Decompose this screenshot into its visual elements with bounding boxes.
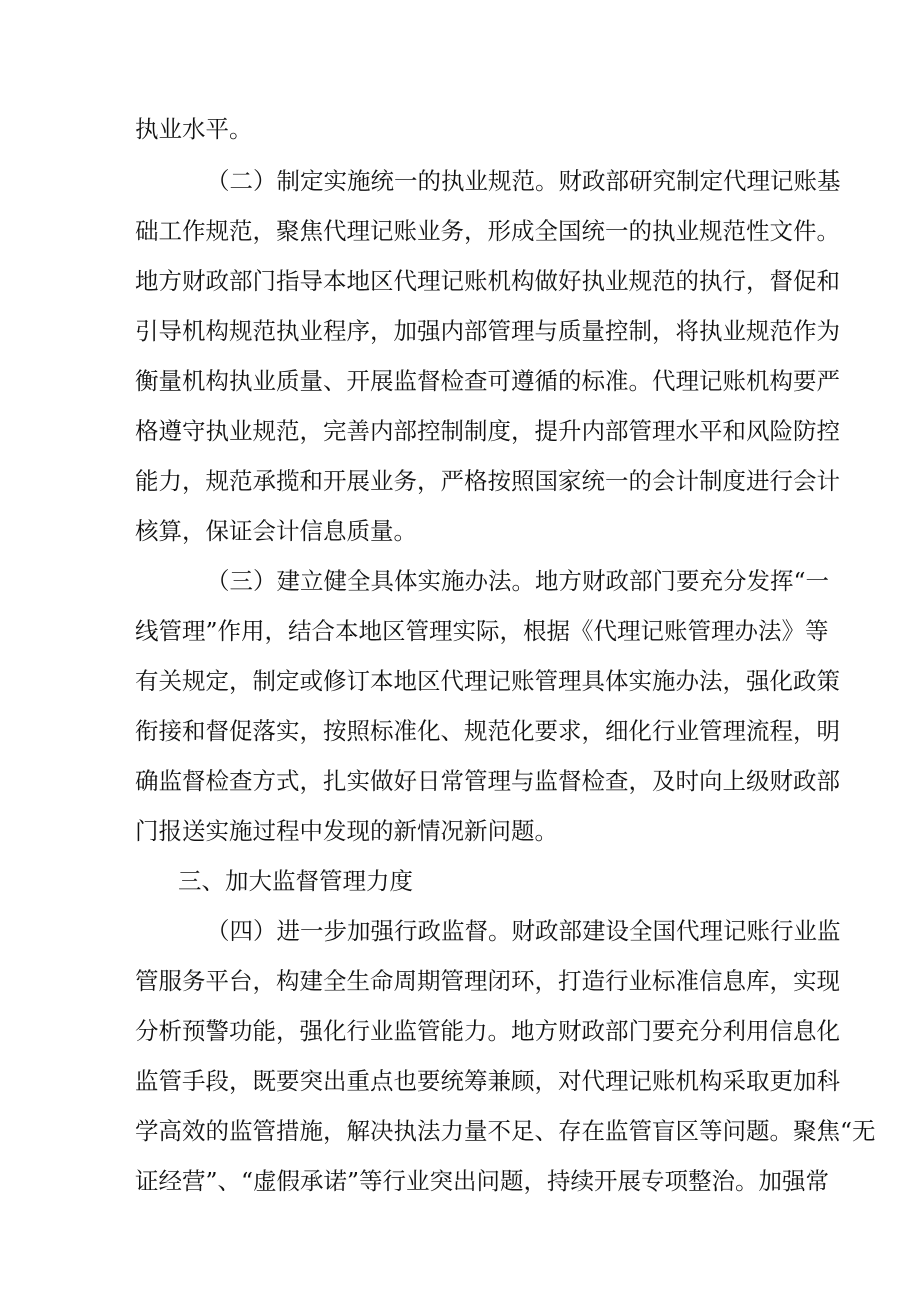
text-line-4: 地方财政部门指导本地区代理记账机构做好执业规范的执行，督促和 bbox=[135, 267, 840, 295]
text-line-17: （四）进一步加强行政监督。财政部建设全国代理记账行业监 bbox=[206, 917, 841, 945]
text-line-14: 确监督检查方式，扎实做好日常管理与监督检查，及时向上级财政部 bbox=[135, 767, 840, 795]
text-line-9: 核算，保证会计信息质量。 bbox=[135, 517, 417, 545]
text-line-3: 础工作规范，聚焦代理记账业务，形成全国统一的执业规范性文件。 bbox=[135, 217, 840, 245]
text-line-20: 监管手段，既要突出重点也要统筹兼顾，对代理记账机构采取更加科 bbox=[135, 1067, 840, 1095]
text-line-2: （二）制定实施统一的执业规范。财政部研究制定代理记账基 bbox=[206, 167, 841, 195]
text-line-15: 门报送实施过程中发现的新情况新问题。 bbox=[135, 817, 558, 845]
text-line-6: 衡量机构执业质量、开展监督检查可遵循的标准。代理记账机构要严 bbox=[135, 367, 840, 395]
text-line-11: 线管理”作用，结合本地区管理实际，根据《代理记账管理办法》等 bbox=[135, 617, 829, 645]
text-line-5: 引导机构规范执业程序，加强内部管理与质量控制，将执业规范作为 bbox=[135, 317, 840, 345]
section-heading: 三、加大监督管理力度 bbox=[178, 867, 413, 895]
text-line-10: （三）建立健全具体实施办法。地方财政部门要充分发挥“一 bbox=[206, 567, 830, 595]
text-line-19: 分析预警功能，强化行业监管能力。地方财政部门要充分利用信息化 bbox=[135, 1017, 840, 1045]
text-line-1: 执业水平。 bbox=[135, 115, 253, 143]
text-line-22: 证经营”、“虚假承诺”等行业突出问题，持续开展专项整治。加强常 bbox=[135, 1167, 830, 1195]
text-line-18: 管服务平台，构建全生命周期管理闭环，打造行业标准信息库，实现 bbox=[135, 967, 840, 995]
text-line-8: 能力，规范承揽和开展业务，严格按照国家统一的会计制度进行会计 bbox=[135, 467, 840, 495]
text-line-21: 学高效的监管措施，解决执法力量不足、存在监管盲区等问题。聚焦“无 bbox=[135, 1117, 876, 1145]
text-line-13: 衔接和督促落实，按照标准化、规范化要求，细化行业管理流程，明 bbox=[135, 717, 840, 745]
text-line-12: 有关规定，制定或修订本地区代理记账管理具体实施办法，强化政策 bbox=[135, 667, 840, 695]
text-line-7: 格遵守执业规范，完善内部控制制度，提升内部管理水平和风险防控 bbox=[135, 417, 840, 445]
